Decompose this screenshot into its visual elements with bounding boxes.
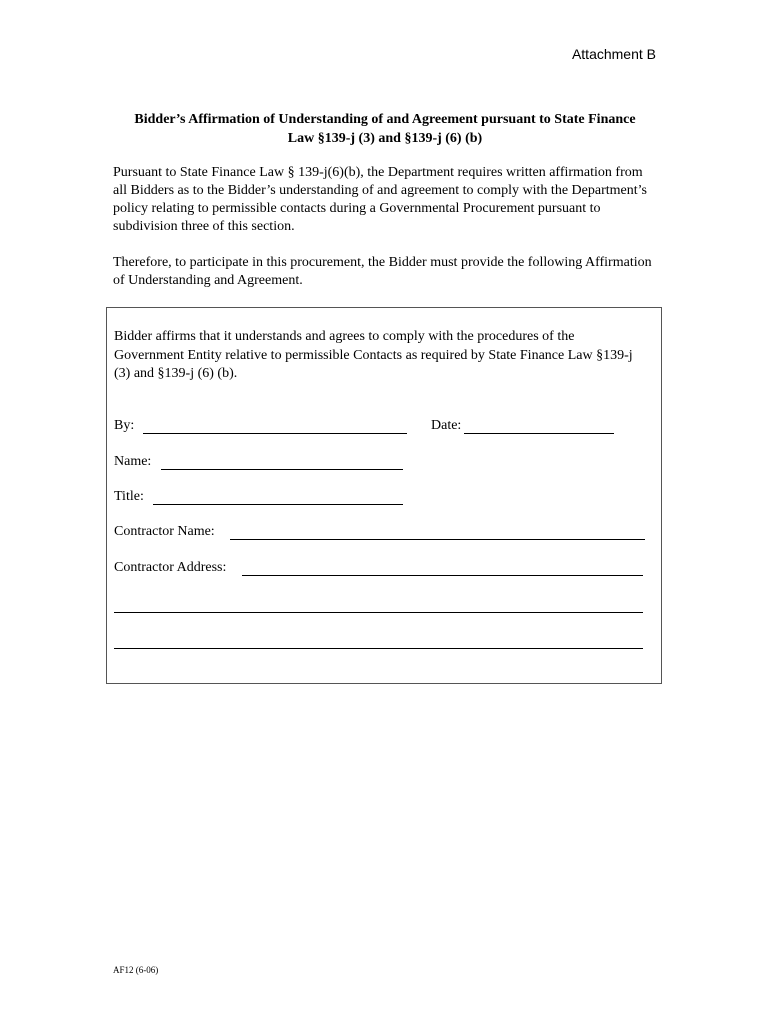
affirmation-form-box	[106, 307, 662, 684]
intro-paragraph: Pursuant to State Finance Law § 139-j(6)(b), the Department requires written affirmation from all Bidders as to the Bidder’s understanding of and agreement to comply with the Department’s policy relating to permissible contacts during a Governmental Procurement pursuant to subdivision three of this section.	[113, 165, 647, 234]
contractor-address-label: Contractor Address:	[114, 560, 227, 575]
date-label: Date:	[431, 418, 462, 433]
by-signature-line[interactable]	[143, 433, 407, 434]
document-title	[100, 110, 670, 148]
date-field-line[interactable]	[464, 433, 614, 434]
contractor-name-label: Contractor Name:	[114, 524, 215, 539]
contractor-name-field-line[interactable]	[230, 539, 645, 540]
title-line-2: Law §139-j (3) and §139-j (6) (b)	[287, 131, 483, 146]
contractor-address-line-2[interactable]	[114, 612, 643, 613]
name-label: Name:	[114, 454, 152, 469]
name-field-line[interactable]	[161, 469, 403, 470]
attachment-label: Attachment B	[571, 46, 656, 62]
affirmation-statement: Bidder affirms that it understands and agrees to comply with the procedures of the Government Entity relative to permissible Contacts as required by State Finance Law §139-j (3) and §139-j (6) (b).	[114, 329, 633, 381]
title-label: Title:	[114, 489, 144, 504]
by-label: By:	[114, 418, 135, 433]
title-field-line[interactable]	[153, 504, 403, 505]
form-code: AF12 (6-06)	[113, 965, 159, 975]
instruction-paragraph: Therefore, to participate in this procurement, the Bidder must provide the following Affirmation of Understanding and Agreement.	[113, 255, 652, 288]
contractor-address-field-line[interactable]	[242, 575, 643, 576]
contractor-address-line-3[interactable]	[114, 648, 643, 649]
title-line-1: Bidder’s Affirmation of Understanding of and Agreement pursuant to State Finance	[134, 112, 636, 127]
